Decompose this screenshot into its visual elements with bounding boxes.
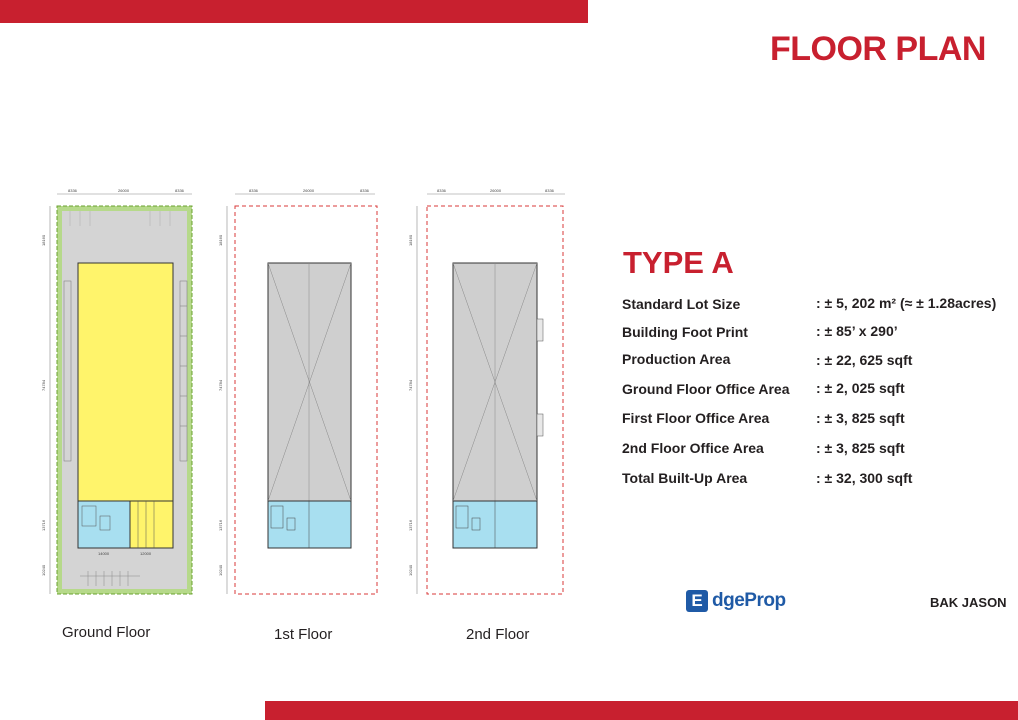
dim-side-2: 74784 (41, 379, 46, 391)
office-area (78, 501, 130, 548)
spec-label: Standard Lot Size (622, 296, 741, 312)
ground-floor-plan (40, 186, 205, 606)
dim-top-left: 8336 (437, 188, 446, 193)
edgeprop-logo-mark: E (686, 590, 708, 612)
dim-side-4: 10240 (41, 564, 46, 576)
dim-top-mid: 26000 (303, 188, 315, 193)
spec-value: : ± 32, 300 sqft (816, 470, 913, 486)
spec-label: Ground Floor Office Area (622, 381, 790, 397)
spec-value: : ± 2, 025 sqft (816, 380, 905, 396)
edgeprop-logo-text: dgeProp (712, 590, 786, 611)
spec-label: Building Foot Print (622, 324, 748, 340)
spec-label: First Floor Office Area (622, 410, 770, 426)
first-floor-label: 1st Floor (274, 626, 333, 643)
first-floor-plan (215, 186, 385, 606)
dim-side-1: 18160 (41, 234, 46, 246)
second-floor-plan (405, 186, 575, 606)
dim-bottom-left: 14000 (98, 551, 110, 556)
spec-value: : ± 5, 202 m² (≈ ± 1.28acres) (816, 295, 997, 311)
dim-side-4: 10240 (218, 564, 223, 576)
production-area (78, 263, 173, 501)
top-accent-bar (0, 0, 588, 23)
dim-top-mid: 26000 (118, 188, 130, 193)
dim-top-right: 8336 (545, 188, 554, 193)
spec-label: 2nd Floor Office Area (622, 440, 764, 456)
dim-top-right: 8336 (360, 188, 369, 193)
office-area (268, 501, 351, 548)
dim-top-left: 8336 (68, 188, 77, 193)
page-title: FLOOR PLAN (770, 30, 986, 68)
bottom-accent-bar (265, 701, 1018, 720)
spec-value: : ± 85’ x 290’ (816, 323, 898, 339)
dim-top-mid: 26000 (490, 188, 502, 193)
spec-value: : ± 3, 825 sqft (816, 410, 905, 426)
dim-side-1: 18160 (218, 234, 223, 246)
dim-side-1: 18160 (408, 234, 413, 246)
dim-top-right: 8336 (175, 188, 184, 193)
spec-value: : ± 22, 625 sqft (816, 352, 913, 368)
dim-top-left: 8336 (249, 188, 258, 193)
edgeprop-logo (686, 589, 786, 613)
spec-label: Total Built-Up Area (622, 470, 748, 486)
dim-side-3: 13716 (408, 519, 413, 531)
ground-floor-label: Ground Floor (62, 624, 151, 641)
type-title: TYPE A (623, 245, 734, 280)
spec-value: : ± 3, 825 sqft (816, 440, 905, 456)
second-floor-label: 2nd Floor (466, 626, 530, 643)
agent-name: BAK JASON (930, 595, 1007, 610)
dim-side-3: 13716 (41, 519, 46, 531)
spec-label: Production Area (622, 351, 731, 367)
dim-bottom-right: 12000 (140, 551, 152, 556)
dim-side-2: 74784 (218, 379, 223, 391)
dim-side-4: 10240 (408, 564, 413, 576)
dim-side-3: 13716 (218, 519, 223, 531)
dim-side-2: 74784 (408, 379, 413, 391)
